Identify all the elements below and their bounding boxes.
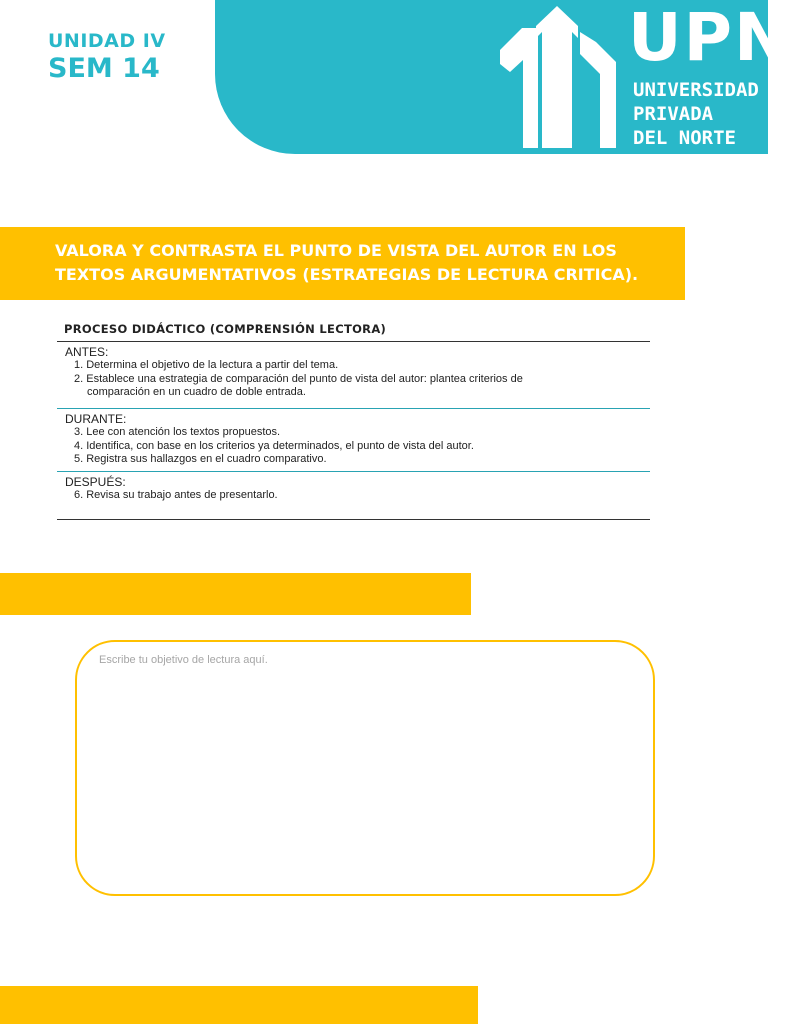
stage-item: 3. Lee con atención los textos propuestos. (74, 426, 281, 438)
page-title-line: TEXTOS ARGUMENTATIVOS (ESTRATEGIAS DE LECTURA CRITICA). (55, 265, 639, 284)
stage-item-continuation (65, 386, 650, 400)
unit-heading (48, 30, 166, 84)
stage-item: 4. Identifica, con base en los criterios ya determinados, el punto de vista del autor. (74, 439, 474, 452)
upn-arrow-logo-icon (500, 2, 620, 148)
brand-name-line: PRIVADA (633, 103, 714, 125)
stage-durante (57, 409, 650, 472)
week-label: SEM 14 (48, 53, 160, 84)
stage-despues (57, 472, 650, 520)
objective-placeholder[interactable]: Escribe tu objetivo de lectura aquí. (99, 654, 268, 666)
section-bar (0, 573, 471, 615)
stage-title: ANTES: (65, 345, 109, 359)
brand-name-line: UNIVERSIDAD (633, 79, 759, 101)
brand-panel (215, 0, 791, 154)
brand-name-line: DEL NORTE (633, 127, 736, 149)
objective-textbox[interactable] (75, 640, 655, 896)
stage-title: DURANTE: (65, 412, 127, 426)
stage-antes (57, 342, 650, 409)
unit-label: UNIDAD IV (48, 30, 166, 52)
title-band (0, 227, 685, 300)
stage-item-text: comparación en un cuadro de doble entrada. (87, 386, 306, 398)
stage-item: 1. Determina el objetivo de la lectura a partir del tema. (74, 359, 339, 371)
stage-item: 6. Revisa su trabajo antes de presentarlo. (74, 489, 278, 501)
brand-name (633, 78, 759, 150)
process-table (57, 315, 650, 520)
stage-title: DESPUÉS: (65, 475, 126, 489)
page-title (55, 239, 675, 287)
brand-acronym: UPN (628, 0, 791, 76)
table-header: PROCESO DIDÁCTICO (COMPRENSIÓN LECTORA) (57, 315, 650, 342)
section-bar-bottom (0, 986, 478, 1024)
page-title-line: VALORA Y CONTRASTA EL PUNTO DE VISTA DEL AUTOR EN LOS (55, 241, 617, 260)
stage-item: 5. Registra sus hallazgos en el cuadro comparativo. (74, 453, 327, 465)
stage-item: 2. Establece una estrategia de comparación del punto de vista del autor: plantea criterios de (74, 372, 523, 385)
